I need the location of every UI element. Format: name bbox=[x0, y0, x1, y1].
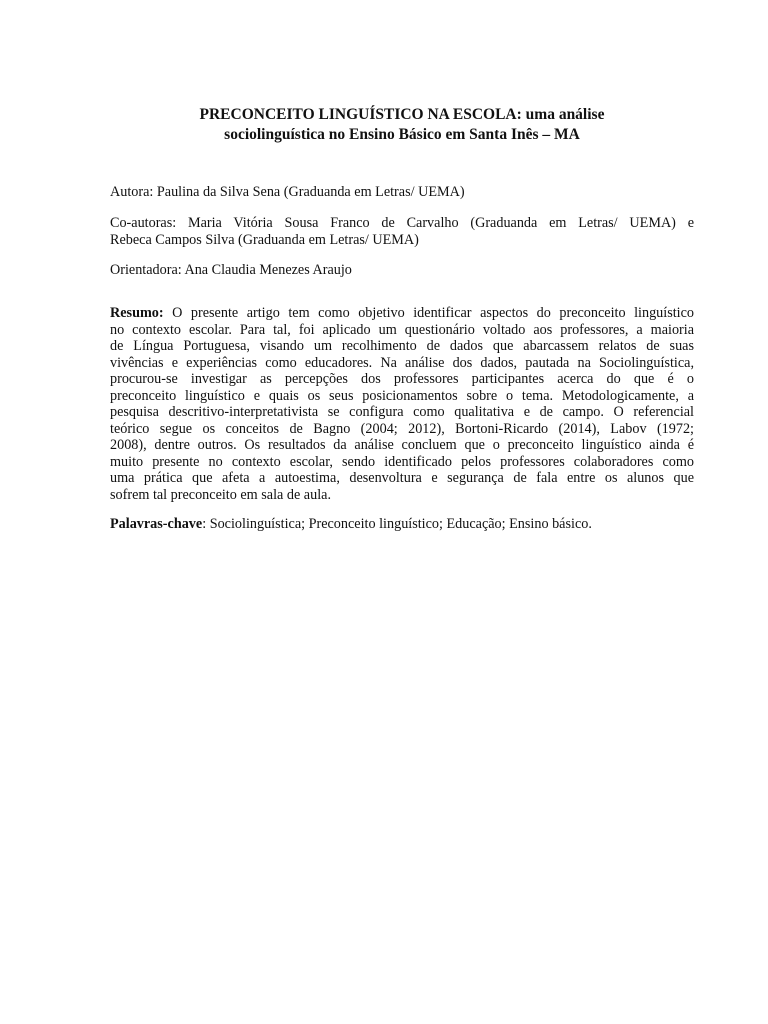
abstract-line: muito presente no contexto escolar, sendo identificado pelos professores colaboradores como bbox=[110, 453, 694, 470]
abstract-line: preconceito linguístico e quais os seus posicionamentos sobre o tema. Metodologicamente, a bbox=[110, 387, 694, 404]
author-paragraph bbox=[110, 184, 694, 201]
abstract-label: Resumo: bbox=[110, 305, 164, 321]
abstract-line: teórico segue os conceitos de Bagno (2004; 2012), Bortoni-Ricardo (2014), Labov (1972; bbox=[110, 420, 694, 437]
abstract-line: procurou-se investigar as percepções dos professores participantes acerca do que é o bbox=[110, 371, 694, 387]
keywords-line bbox=[110, 516, 694, 533]
abstract-line: uma prática que afeta a autoestima, desenvoltura e segurança de fala entre os alunos que bbox=[110, 470, 694, 486]
abstract-line: de Língua Portuguesa, visando um recolhimento de dados que abarcassem relatos de suas bbox=[110, 338, 694, 354]
coauthors-paragraph bbox=[110, 215, 694, 249]
advisor-paragraph bbox=[110, 262, 694, 279]
abstract-line: vivências e experiências como educadores. Na análise dos dados, pautada na Sociolinguística, bbox=[110, 354, 694, 371]
abstract-line bbox=[110, 305, 694, 322]
title-line: sociolinguística no Ensino Básico em Santa Inês – MA bbox=[224, 126, 580, 143]
abstract-line: no contexto escolar. Para tal, foi aplicado um questionário voltado aos professores, a maioria bbox=[110, 321, 694, 338]
abstract-line: 2008), dentre outros. Os resultados da análise concluem que o preconceito linguístico ainda é bbox=[110, 437, 694, 453]
keywords-text: : Sociolinguística; Preconceito linguístico; Educação; Ensino básico. bbox=[202, 516, 592, 532]
author-line: Autora: Paulina da Silva Sena (Graduanda em Letras/ UEMA) bbox=[110, 184, 465, 200]
coauthors-line: Rebeca Campos Silva (Graduanda em Letras/ UEMA) bbox=[110, 232, 419, 248]
document-title bbox=[110, 105, 694, 145]
abstract-first-line-text: O presente artigo tem como objetivo identificar aspectos do preconceito linguístico bbox=[163, 305, 694, 321]
abstract-line: pesquisa descritivo-interpretativista se configura como qualitativa e de campo. O referencial bbox=[110, 404, 694, 420]
keywords-label: Palavras-chave bbox=[110, 516, 203, 532]
keywords-paragraph bbox=[110, 516, 694, 533]
advisor-line: Orientadora: Ana Claudia Menezes Araujo bbox=[110, 262, 352, 278]
abstract-line: sofrem tal preconceito em sala de aula. bbox=[110, 486, 331, 503]
abstract-paragraph bbox=[110, 305, 694, 503]
coauthors-line: Co-autoras: Maria Vitória Sousa Franco de Carvalho (Graduanda em Letras/ UEMA) e bbox=[110, 215, 694, 231]
title-line: PRECONCEITO LINGUÍSTICO NA ESCOLA: uma análise bbox=[199, 106, 605, 123]
